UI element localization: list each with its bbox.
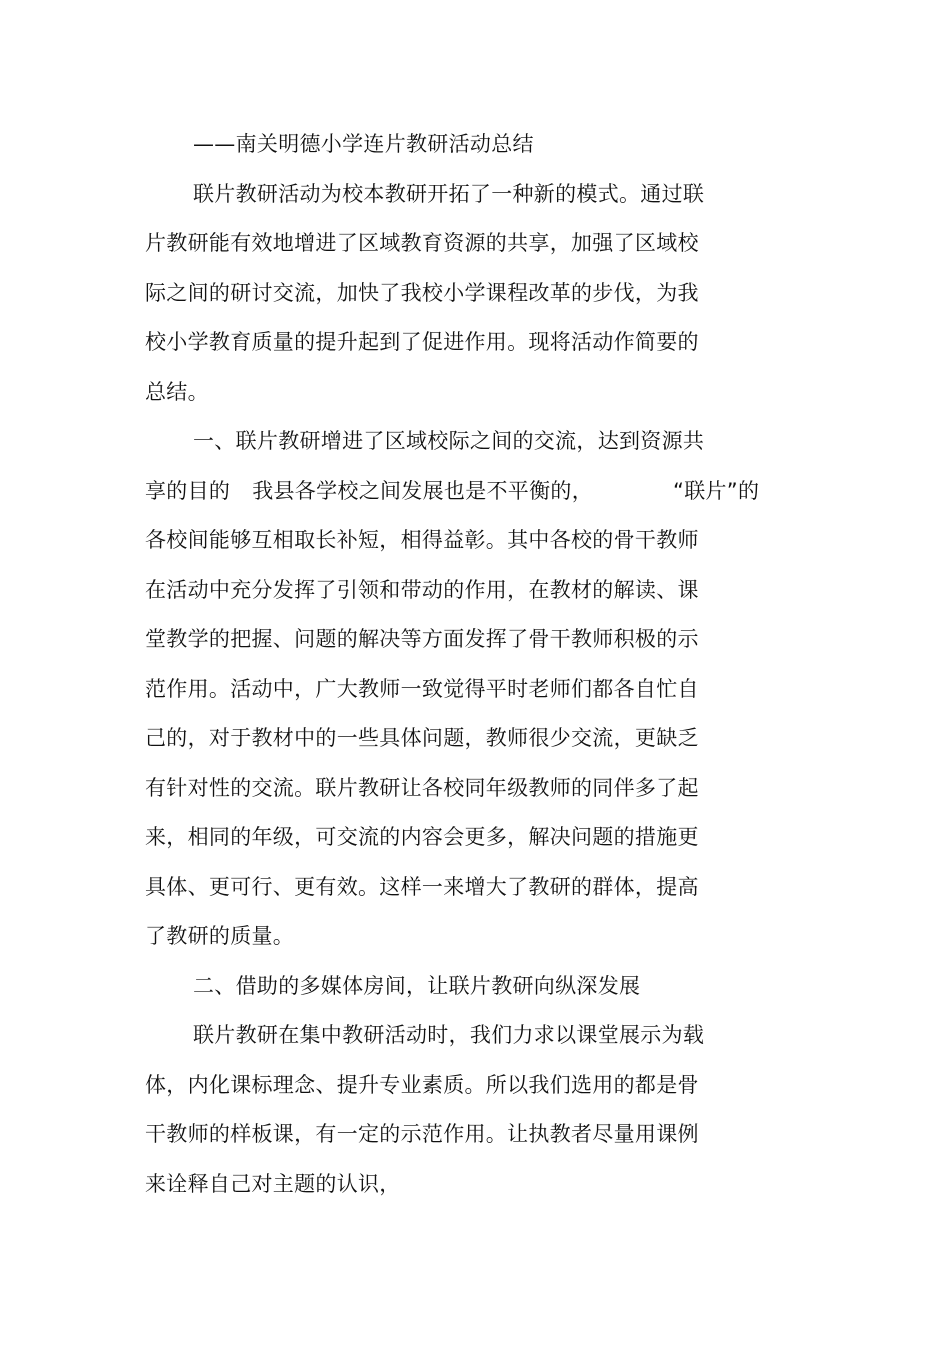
section1-line: 堂教学的把握、问题的解决等方面发挥了骨干教师积极的示	[145, 627, 699, 651]
section1-line-part: 享的目的	[145, 478, 231, 503]
intro-line: 校小学教育质量的提升起到了促进作用。现将活动作简要的	[145, 330, 699, 354]
section2-heading: 二、借助的多媒体房间，让联片教研向纵深发展	[193, 973, 641, 998]
section1-line: 己的，对于教材中的一些具体问题，教师很少交流，更缺乏	[145, 726, 699, 750]
section2-line: 来诠释自己对主题的认识，	[145, 1171, 401, 1196]
document-subtitle: ——南关明德小学连片教研活动总结	[193, 132, 534, 156]
section2-line: 干教师的样板课，有一定的示范作用。让执教者尽量用课例	[145, 1122, 699, 1146]
section1-line-part: 我县各学校之间发展也是不平衡的，	[252, 478, 594, 503]
section1-heading: 一、联片教研增进了区域校际之间的交流，达到资源共	[193, 429, 705, 453]
intro-line: 片教研能有效地增进了区域教育资源的共享，加强了区域校	[145, 231, 699, 255]
section1-line: 各校间能够互相取长补短，相得益彰。其中各校的骨干教师	[145, 528, 699, 552]
section2-line: 联片教研在集中教研活动时，我们力求以课堂展示为载	[193, 1023, 705, 1047]
intro-line: 总结。	[145, 379, 209, 404]
document-body	[145, 120, 805, 1209]
section1-line: 来，相同的年级，可交流的内容会更多，解决问题的措施更	[145, 825, 699, 849]
section2-line: 体，内化课标理念、提升专业素质。所以我们选用的都是骨	[145, 1072, 699, 1097]
section1-line: 了教研的质量。	[145, 924, 295, 948]
intro-line: 联片教研活动为校本教研开拓了一种新的模式。通过联	[193, 181, 705, 206]
section1-line	[145, 467, 805, 517]
section1-line-part: “联片”的	[673, 478, 760, 503]
section1-line: 有针对性的交流。联片教研让各校同年级教师的同伴多了起	[145, 775, 699, 800]
section1-line: 具体、更可行、更有效。这样一来增大了教研的群体，提高	[145, 874, 699, 899]
section1-line: 范作用。活动中，广大教师一致觉得平时老师们都各自忙自	[145, 676, 699, 701]
section1-line: 在活动中充分发挥了引领和带动的作用，在教材的解读、课	[145, 577, 699, 602]
intro-line: 际之间的研讨交流，加快了我校小学课程改革的步伐，为我	[145, 280, 699, 305]
